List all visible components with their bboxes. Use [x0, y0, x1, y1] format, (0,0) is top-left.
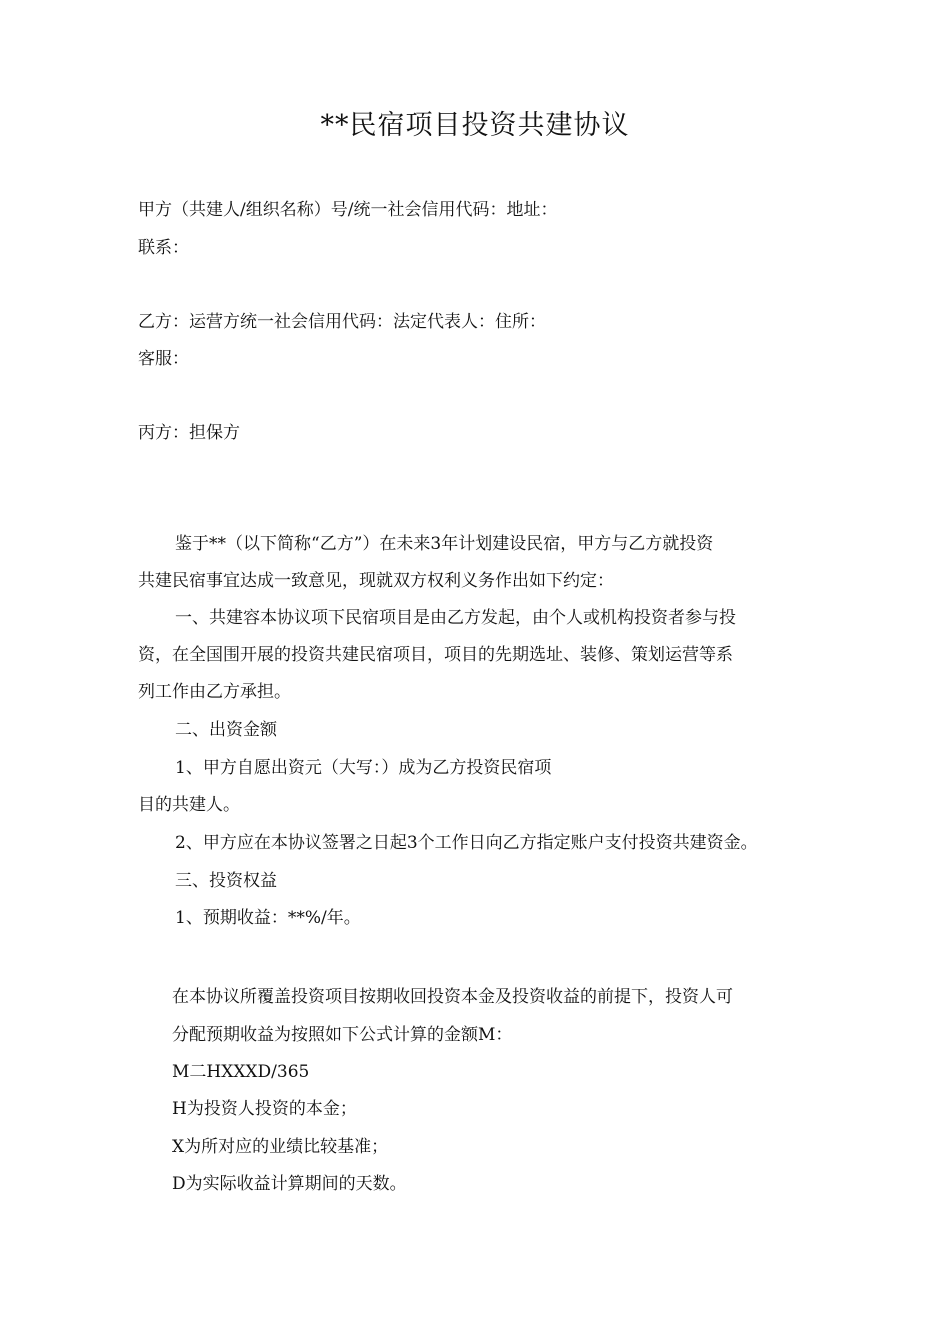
formula-def-x: X为所对应的业绩比较基准； [172, 1137, 389, 1157]
preamble-line-1: 鉴于**（以下简称“乙方”）在未来3年计划建设民宿，甲方与乙方就投资 [175, 534, 714, 554]
section-2-heading: 二、出资金额 [175, 720, 277, 740]
section-1-line-3: 列工作由乙方承担。 [138, 682, 291, 702]
formula-intro-1: 在本协议所覆盖投资项目按期收回投资本金及投资收益的前提下，投资人可 [172, 987, 733, 1007]
section-1-line-2: 资，在全国围开展的投资共建民宿项目，项目的先期选址、装修、策划运营等系 [138, 645, 733, 665]
party-c-info: 丙方：担保方 [138, 423, 240, 443]
section-1-line-1: 一、共建容本协议项下民宿项目是由乙方发起，由个人或机构投资者参与投 [175, 608, 736, 628]
preamble-line-2: 共建民宿事宜达成一致意见，现就双方权利义务作出如下约定： [138, 571, 614, 591]
section-2-item-2: 2、甲方应在本协议签署之日起3个工作日向乙方指定账户支付投资共建资金。 [175, 833, 758, 853]
section-2-item-1: 1、甲方自愿出资元（大写：）成为乙方投资民宿项 [175, 758, 552, 778]
formula-def-h: H为投资人投资的本金； [172, 1099, 357, 1119]
party-b-service: 客服： [138, 349, 189, 369]
document-title: **民宿项目投资共建协议 [320, 110, 630, 141]
formula-def-d: D为实际收益计算期间的天数。 [172, 1174, 407, 1194]
section-2-item-1-cont: 目的共建人。 [138, 795, 240, 815]
formula-intro-2: 分配预期收益为按照如下公式计算的金额M： [172, 1025, 513, 1045]
formula-equation: M二HXXXD/365 [172, 1062, 310, 1082]
party-b-info: 乙方：运营方统一社会信用代码：法定代表人：住所： [138, 312, 546, 332]
section-3-item-1: 1、预期收益：**%/年。 [175, 908, 361, 928]
party-a-contact: 联系： [138, 238, 189, 258]
section-3-heading: 三、投资权益 [175, 871, 277, 891]
party-a-info: 甲方（共建人/组织名称）号/统一社会信用代码：地址： [138, 200, 558, 220]
